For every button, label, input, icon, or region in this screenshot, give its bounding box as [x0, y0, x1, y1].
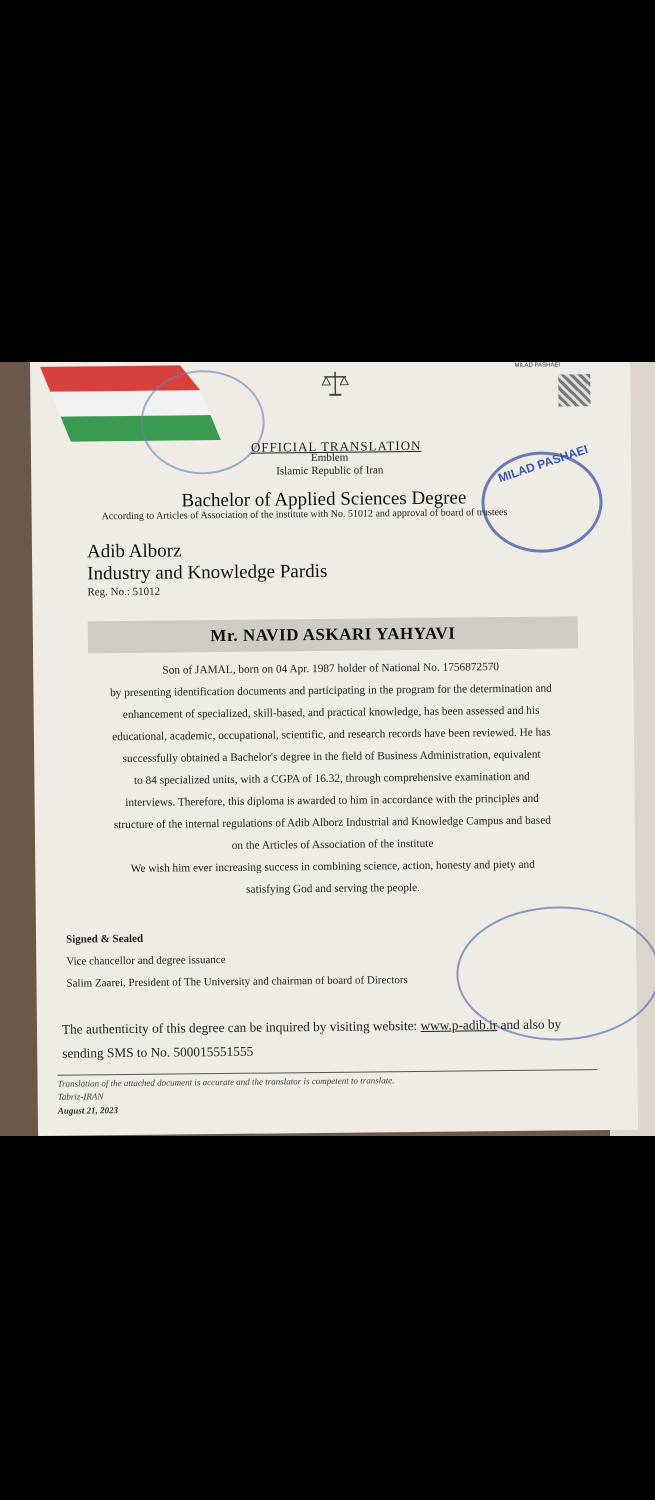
translator-statement: Translation of the attached document is accurate and the translator is competent to translate.	[57, 1075, 395, 1089]
body-line: structure of the internal regulations of Adib Alborz Industrial and Knowledge Campus and based	[113, 814, 551, 832]
body-line: Son of JAMAL, born on 04 Apr. 1987 holder of National No. 1756872570	[162, 661, 500, 677]
signed-sealed: Signed & Sealed	[65, 932, 144, 946]
body-line: We wish him ever increasing success in combining science, action, honesty and piety and	[130, 858, 535, 875]
date-line: August 21, 2023	[57, 1105, 119, 1116]
authenticity-suffix: and also by	[500, 1016, 562, 1033]
country-label: Islamic Republic of Iran	[276, 464, 384, 478]
translator-name: MILAD PASHAEI	[514, 362, 561, 369]
translator-block	[430, 362, 560, 372]
according-line: According to Articles of Association of the institute with No. 51012 and approval of board of trustees	[101, 507, 508, 523]
document-photo	[0, 362, 655, 1136]
institution-line1: Adib Alborz	[86, 540, 182, 563]
official-translation: OFFICIAL TRANSLATION	[250, 437, 422, 455]
body-line: educational, academic, occupational, scientific, and research records have been reviewed. He has	[112, 726, 551, 744]
diploma-translation	[30, 362, 638, 1136]
footer-rule	[57, 1069, 597, 1076]
vice-chancellor: Vice chancellor and degree issuance	[66, 953, 226, 968]
authenticity-line	[62, 1016, 561, 1037]
emblem-label: Emblem	[310, 451, 349, 465]
body-line: enhancement of specialized, skill-based, and practical knowledge, has been assessed and his	[122, 704, 540, 722]
body-line: to 84 specialized units, with a CGPA of 16.32, through comprehensive examination and	[133, 770, 530, 787]
institution-line2: Industry and Knowledge Pardis	[87, 560, 328, 585]
body-line: satisfying God and serving the people.	[246, 881, 420, 896]
body-line: successfully obtained a Bachelor's degree in the field of Business Administration, equivalent	[122, 748, 541, 766]
degree-title: Bachelor of Applied Sciences Degree	[181, 487, 467, 512]
recipient-name: Mr. NAVID ASKARI YAHYAVI	[210, 623, 456, 646]
president-line: Salim Zaarei, President of The University and chairman of board of Directors	[66, 974, 408, 990]
website-link[interactable]: www.p-adib.ir	[420, 1017, 498, 1033]
body-line: by presenting identification documents and participating in the program for the determination and	[110, 682, 552, 700]
registration-number: Reg. No.: 51012	[87, 585, 161, 599]
translator-seal-text: MILAD PASHAEI	[496, 442, 590, 486]
left-stamp	[140, 370, 265, 475]
body-line: on the Articles of Association of the institute	[231, 837, 434, 852]
qr-code	[558, 374, 590, 406]
justice-scale-icon	[320, 369, 350, 399]
body-line: interviews. Therefore, this diploma is awarded to him in accordance with the principles and	[125, 792, 539, 810]
city-line: Tabriz-IRAN	[57, 1091, 104, 1102]
authenticity-prefix: The authenticity of this degree can be inquired by visiting website:	[61, 1017, 418, 1037]
sms-line: sending SMS to No. 500015551555	[62, 1043, 254, 1061]
